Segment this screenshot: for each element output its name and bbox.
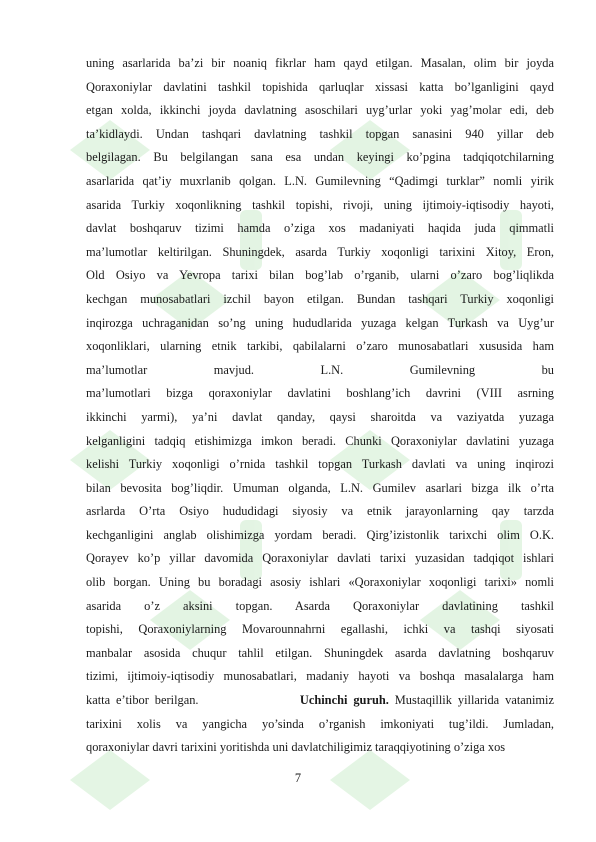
text-line: ma’lumotlar mavjud. L.N. Gumilevning bu xyxy=(86,362,554,377)
text-line: kelishi Turkiy xoqonligi o’rnida tashkil topgan Turkash davlati va uning inqirozi xyxy=(86,457,554,472)
text-line-end: Mustaqillik yillarida vatanimiz xyxy=(388,693,554,708)
text-line: qoraxoniylar davri tarixini yoritishda uni davlatchiligimiz taraqqiyotining o’ziga xos xyxy=(86,740,506,755)
text-line: ma’lumotlari bizga qoraxoniylar davlatini boshlang’ich davrini (VIII asrning xyxy=(86,386,554,401)
text-line: davlat boshqaruv tizimi hamda o’ziga xos madaniyati haqida juda qimmatli xyxy=(86,221,554,236)
text-line: bilan bevosita bog’liqdir. Umuman olganda, L.N. Gumilev asarlari bizga ilk o’rta xyxy=(86,480,554,495)
text-line-start: katta e’tibor berilgan. xyxy=(86,693,300,708)
text-line: ikkinchi yarmi), ya’ni davlat qanday, qaysi sharoitda va vaziyatda yuzaga xyxy=(86,409,554,424)
text-line: tizimi, ijtimoiy-iqtisodiy munosabatlari, madaniy hayoti va boshqa masalalarga ham xyxy=(86,669,554,684)
text-line: xoqonliklari, ularning etnik tarkibi, qabilalarni o’zaro munosabatlari xususida ham xyxy=(86,339,554,354)
text-line: etgan xolda, ikkinchi joyda davlatning asoschilari uyg’urlar yoki yag’molar edi, deb xyxy=(86,103,554,118)
text-line: kelganligini tadqiq etishimizga imkon beradi. Chunki Qoraxoniylar davlatini yuzaga xyxy=(86,433,554,448)
page-number: 7 xyxy=(294,771,302,785)
text-line: kechgan munosabatlari izchil bayon etilgan. Bundan tashqari Turkiy xoqonligi xyxy=(86,291,554,306)
text-line: kechganligini anglab olishimizga yordam beradi. Qirg’izistonlik tarixchi olim O.K. xyxy=(86,527,554,542)
text-line: topishi, Qoraxoniylarning Movarounnahrni egallashi, ichki va tashqi siyosati xyxy=(86,622,554,637)
text-line: manbalar asosida chuqur tahlil etilgan. Shuningdek asarda davlatning boshqaruv xyxy=(86,645,554,660)
text-line: belgilagan. Bu belgilangan sana esa undan keyingi ko’pgina tadqiqotchilarning xyxy=(86,150,554,165)
text-line: asarida o’z aksini topgan. Asarda Qoraxoniylar davlatining tashkil xyxy=(86,598,554,613)
section-heading: Uchinchi guruh. xyxy=(299,693,389,708)
text-line: ta’kidlaydi. Undan tashqari davlatning tashkil topgan sanasini 940 yillar deb xyxy=(86,126,554,141)
text-line: asarlarida qat’iy muxrlanib qolgan. L.N. Gumilevning “Qadimgi turklar” nomli yirik xyxy=(86,173,554,188)
text-line-with-heading xyxy=(86,689,554,713)
text-line: Qoraxoniylar davlatini tashkil topishida qarluqlar xissasi katta bo’lganligini qayd xyxy=(86,79,554,94)
text-line: asrlarda O’rta Osiyo hududidagi siyosiy va etnik jarayonlarning qay tarzda xyxy=(86,504,554,519)
text-line: tarixini xolis va yangicha yo’sinda o’rganish imkoniyati tug’ildi. Jumladan, xyxy=(86,716,554,731)
body-text xyxy=(86,52,554,760)
text-line: Old Osiyo va Yevropa tarixi bilan bog’lab o’rganib, ularni o’zaro bog’liqlikda xyxy=(86,268,554,283)
text-line: Qorayev ko’p yillar davomida Qoraxoniylar davlati tarixi yuzasidan tadqiqot ishlari xyxy=(86,551,554,566)
text-line: inqirozga uchraganidan so’ng uning hududlarida yuzaga kelgan Turkash va Uyg’ur xyxy=(86,315,554,330)
text-line: olib borgan. Uning bu boradagi asosiy ishlari «Qoraxoniylar xoqonligi tarixi» nomli xyxy=(86,575,554,590)
text-line: asarida Turkiy xoqonlikning tashkil topishi, rivoji, uning ijtimoiy-iqtisodiy hayoti, xyxy=(86,197,554,212)
text-line: uning asarlarida ba’zi bir noaniq fikrlar ham qayd etilgan. Masalan, olim bir joyda xyxy=(86,56,554,70)
text-line: ma’lumotlar keltirilgan. Shuningdek, asarda Turkiy xoqonligi tarixini Xitoy, Eron, xyxy=(86,244,554,259)
